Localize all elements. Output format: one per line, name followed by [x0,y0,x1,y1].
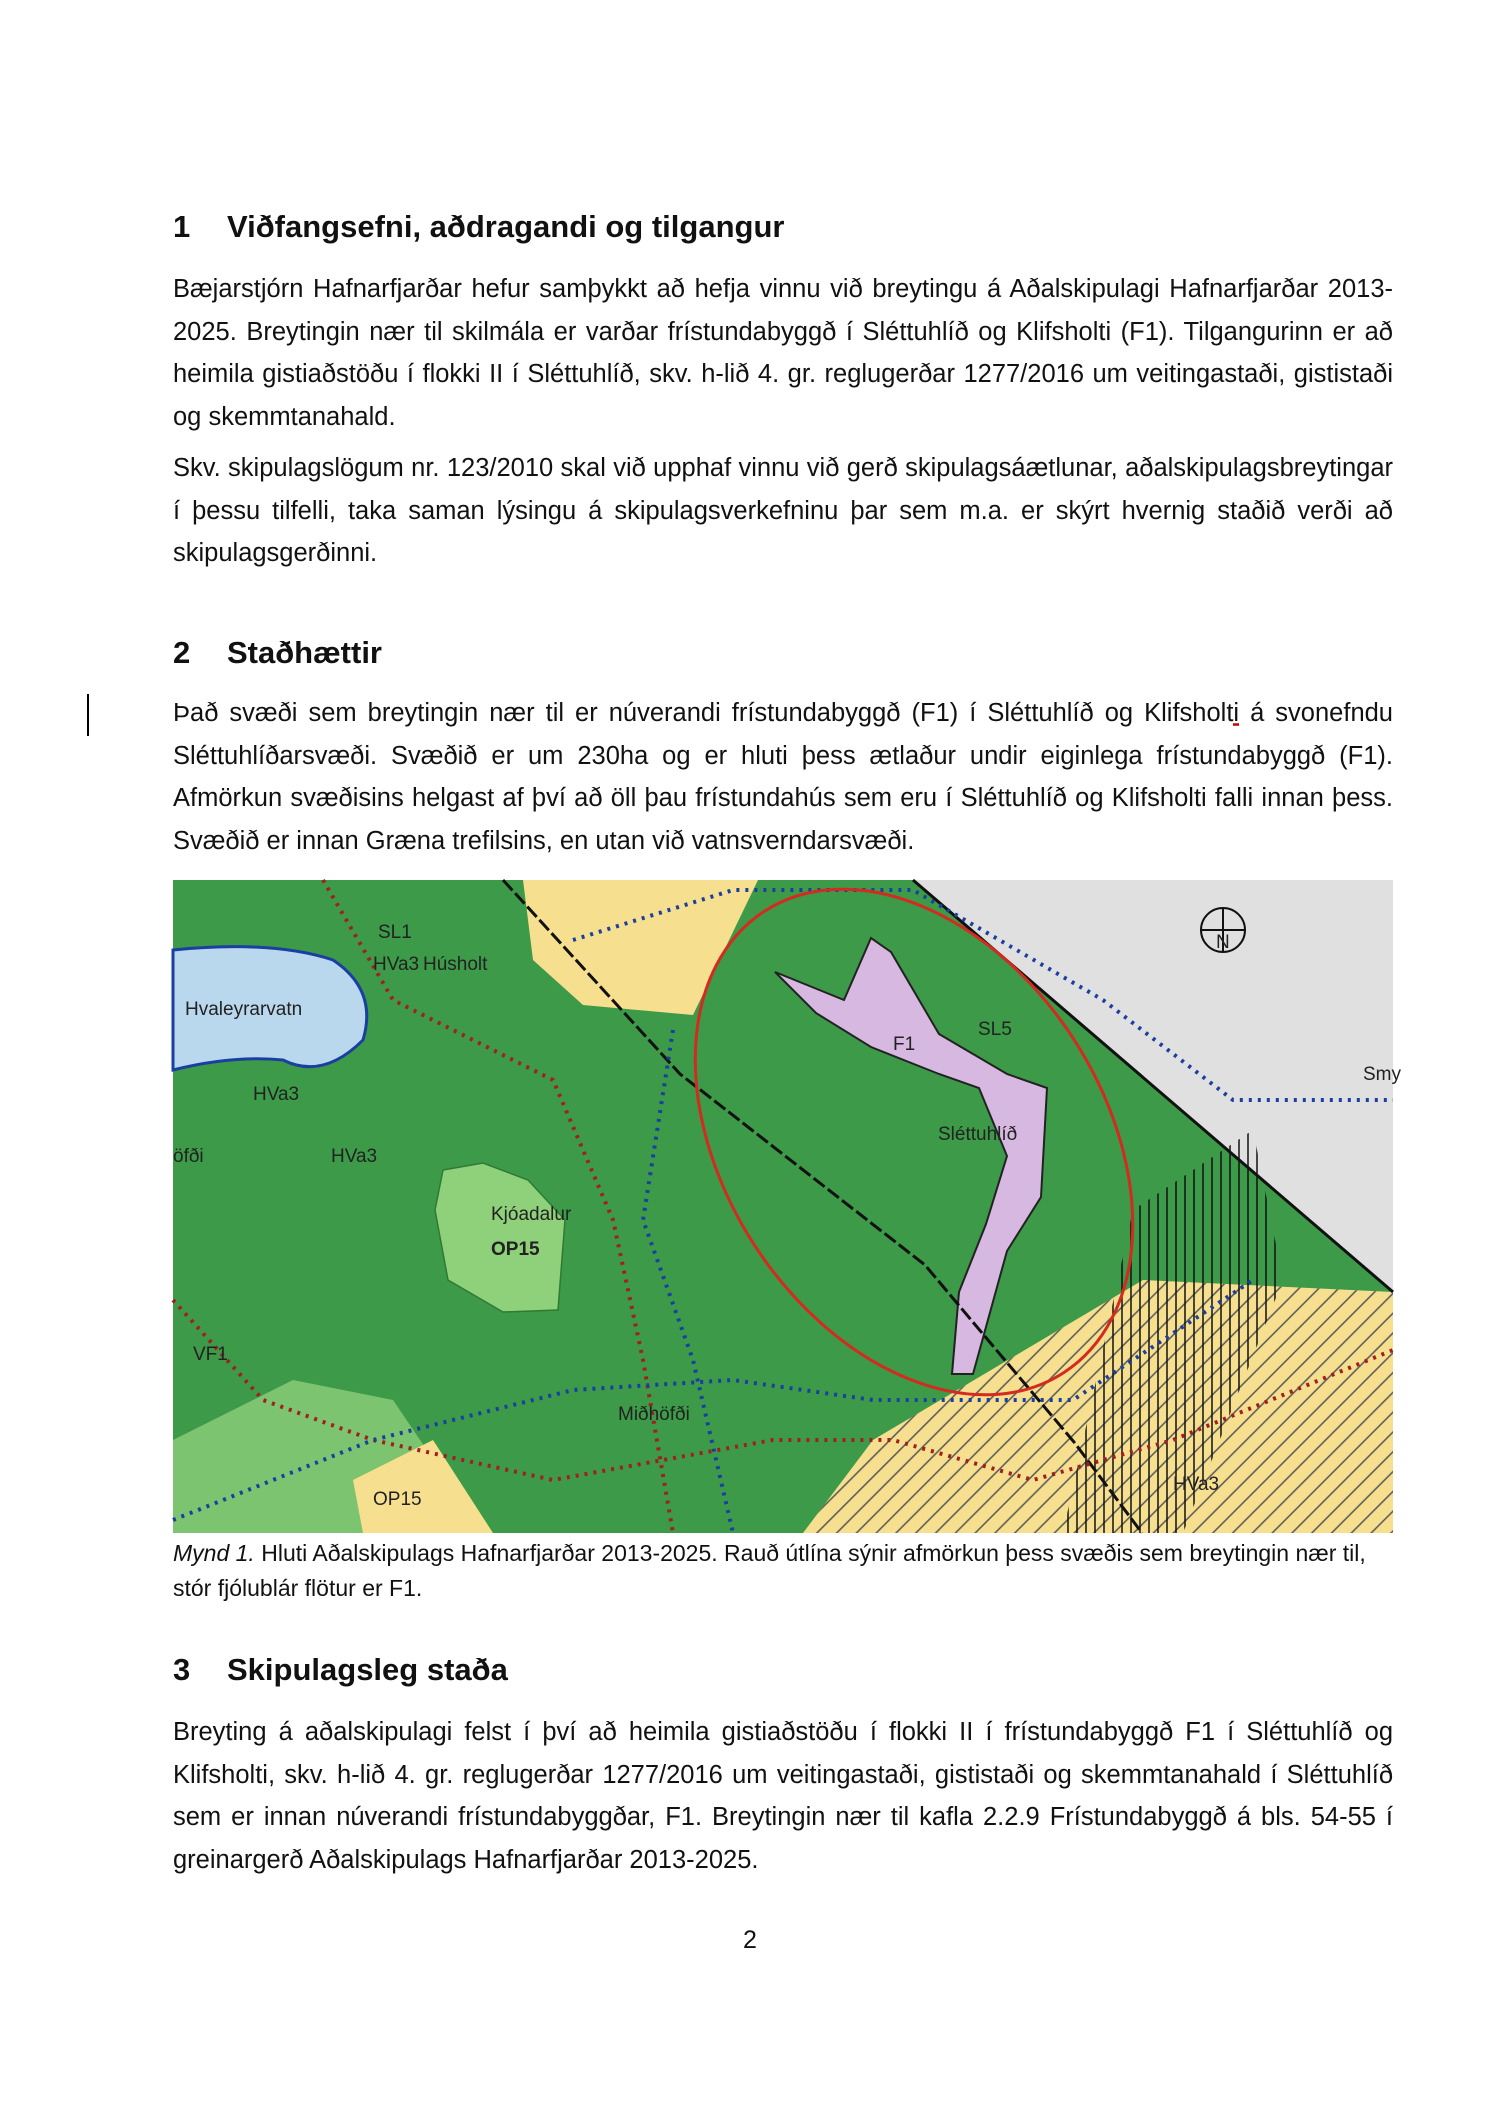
spelling-flag: i [1233,699,1240,727]
caption-text: Hluti Aðalskipulags Hafnarfjarðar 2013-2025. Rauð útlína sýnir afmörkun þess svæðis sem breytingin nær til, stór fjólublár flötur er F1. [173,1540,1366,1601]
map-label: HVa3 [253,1084,300,1105]
map-label: VF1 [193,1344,228,1365]
map-label: OP15 [373,1489,422,1510]
map-label: Kjóadalur [491,1204,572,1225]
heading-section-2 [173,633,1393,673]
page-number: 2 [743,1926,757,1954]
heading-title: Viðfangsefni, aðdragandi og tilgangur [227,209,785,244]
paragraph: Bæjarstjórn Hafnarfjarðar hefur samþykkt að hefja vinnu við breytingu á Aðalskipulagi Hafnarfjarðar 2013-2025. Breytingin nær til skilmála er varðar frístundabyggð í Sléttuhlíð og Klifsholti (F1). Tilgangurinn er að heimila gistiaðstöðu í flokki II í Sléttuhlíð, skv. h-lið 4. gr. reglugerðar 1277/2016 um veitingastaði, gististaði og skemmtanahald. [173,275,1393,431]
map-label: Húsholt [423,954,488,975]
heading-number: 2 [173,635,191,670]
heading-section-1 [173,207,1393,247]
text: t [1226,699,1234,727]
map-label: Miðhöfði [618,1404,690,1425]
north-label: N [1216,932,1230,953]
figure-caption [173,1536,1393,1606]
zoning-map-figure [173,880,1401,1533]
heading-section-3 [173,1650,1393,1690]
map-label: HVa3 [1173,1474,1220,1495]
map-label: Smy [1363,1064,1401,1085]
map-label: öfði [173,1146,204,1167]
text: á svonefndu Sléttuhlíðarsvæði. Svæðið er um 230ha og er hluti þess ætlaður undir eiginlega frístundabyggð (F1). Afmörkun svæðisins helgast af því að öll þau frístundahús sem eru í Sléttuhlíð og Klifsholti falli innan þess. Svæðið er innan Græna trefilsins, en utan við vatnsverndarsvæði. [173,699,1393,855]
text: Það svæði sem breytingin nær til er núverandi frístundabyggð (F1) í Sléttuhlíð og Klifshol [173,699,1227,727]
lake-label: Hvaleyrarvatn [185,999,303,1020]
map-label: SL5 [978,1019,1012,1040]
paragraph: Skv. skipulagslögum nr. 123/2010 skal við upphaf vinnu við gerð skipulagsáætlunar, aðalskipulagsbreytingar í þessu tilfelli, taka saman lýsingu á skipulagsverkefninu þar sem m.a. er skýrt hvernig staðið verði að skipulagsgerðinni. [173,454,1393,567]
map-label: HVa3 [331,1146,378,1167]
heading-title: Skipulagsleg staða [227,1652,508,1687]
map-label: OP15 [491,1239,540,1260]
paragraph [173,692,1393,862]
map-label: Sléttuhlíð [938,1124,1018,1145]
map-label: SL1 [378,922,412,943]
change-bar [87,694,89,736]
heading-number: 1 [173,209,191,244]
caption-label: Mynd 1. [173,1540,255,1566]
heading-number: 3 [173,1652,191,1687]
paragraph: Breyting á aðalskipulagi felst í því að heimila gistiaðstöðu í flokki II í frístundabyggð F1 í Sléttuhlíð og Klifsholti, skv. h-lið 4. gr. reglugerðar 1277/2016 um veitingastaði, gististaði og skemmtanahald í Sléttuhlíð sem er innan núverandi frístundabyggðar, F1. Breytingin nær til kafla 2.2.9 Frístundabyggð á bls. 54-55 í greinargerð Aðalskipulags Hafnarfjarðar 2013-2025. [173,1718,1393,1874]
map-label: HVa3 [373,954,420,975]
map-label: F1 [893,1034,916,1055]
heading-title: Staðhættir [227,635,382,670]
